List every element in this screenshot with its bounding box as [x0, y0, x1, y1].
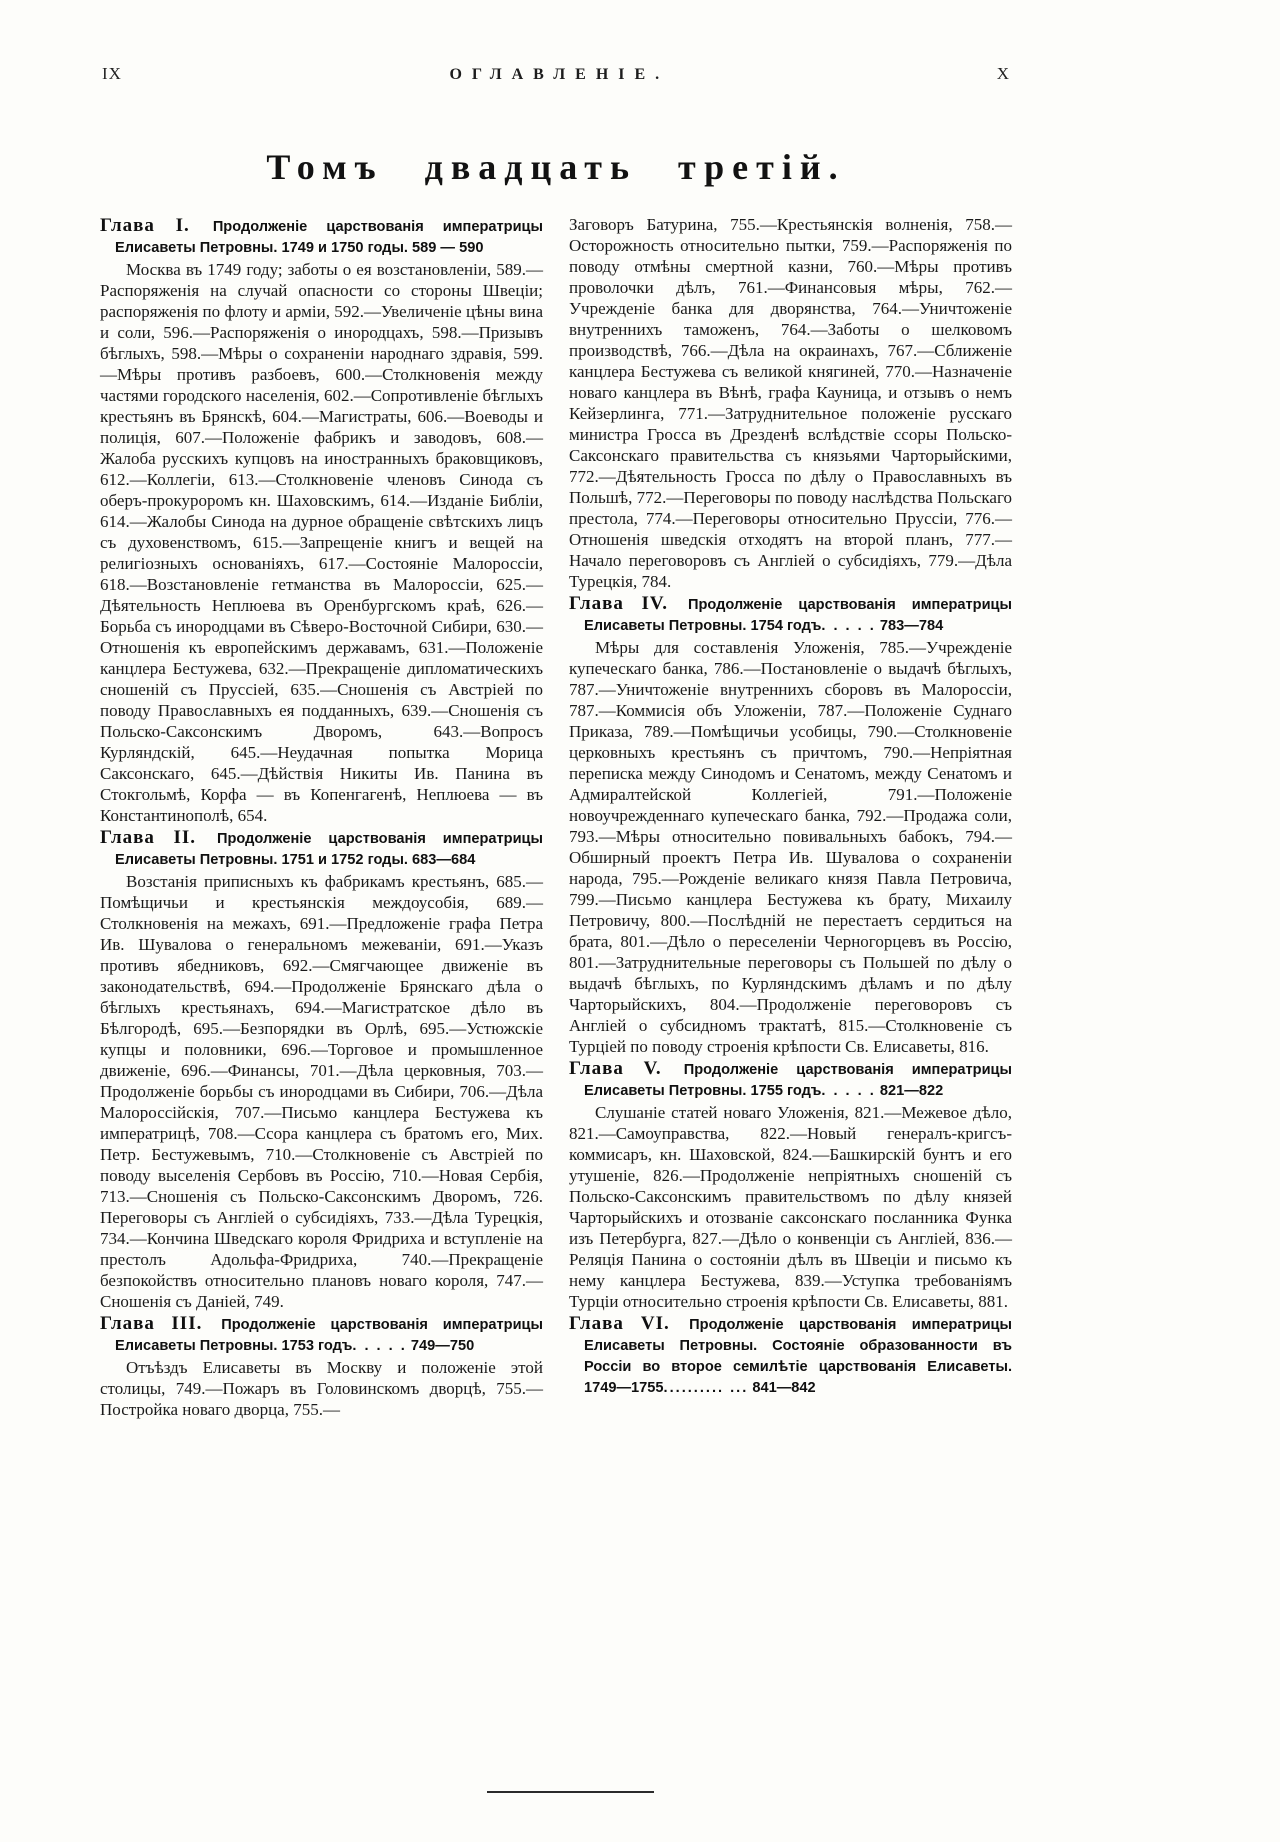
- chapter-6-title: Продолженіе царствованія императрицы Елисаветы Петровны. Состояніе образованности въ Россіи во второе семилѣтіе царствованія Елисаветы. 1749—1755: [584, 1317, 1012, 1396]
- chapter-4-pages: 783—784: [879, 618, 944, 634]
- chapter-1-title: Продолженіе царствованія императрицы Елисаветы Петровны. 1749 и 1750 годы.: [115, 219, 543, 256]
- right-column: [569, 214, 1012, 1420]
- chapter-5-label: Глава V.: [569, 1058, 662, 1079]
- chapter-6-heading: [569, 1313, 1012, 1399]
- chapter-5-dot-leader: . . . . .: [821, 1083, 876, 1099]
- chapter-3-dot-leader: . . . . .: [352, 1338, 407, 1354]
- chapter-5-summary: Слушаніе статей новаго Уложенія, 821.—Межевое дѣло, 821.—Самоуправства, 822.—Новый генералъ-кригсъ-коммисаръ, кн. Шаховской, 824.—Башкирскій бунтъ и его утушеніе, 826.—Продолженіе непріятныхъ сношеній съ Польско-Саксонскимъ правительствомъ по дѣлу князей Чарторыйскихъ и отозваніе саксонскаго посланника Функа изъ Петербурга, 827.—Дѣло о конвенціи съ Англіей, 836.—Реляція Панина о состояніи дѣлъ въ Швеціи и письмо къ нему канцлера Бестужева, 839.—Уступка требованіямъ Турціи относительно строенія крѣпости Св. Елисаветы, 881.: [569, 1103, 1012, 1311]
- chapter-5-heading: [569, 1058, 1012, 1102]
- toc-columns: [100, 214, 1012, 1420]
- volume-title: Томъ двадцать третій.: [266, 147, 846, 187]
- chapter-6-dot-leader: .......... ...: [663, 1380, 749, 1396]
- left-folio: IX: [102, 64, 122, 83]
- chapter-4-dot-leader: . . . . .: [821, 618, 876, 634]
- chapter-3-summary-start: Отъѣздъ Елисаветы въ Москву и положеніе этой столицы, 749.—Пожаръ въ Головинскомъ дворцѣ, 755.—Постройка новаго дворца, 755.—: [100, 1358, 543, 1419]
- chapter-3-pages: 749—750: [410, 1338, 475, 1354]
- chapter-1-pages: 589 — 590: [412, 240, 484, 256]
- chapter-3-label: Глава III.: [100, 1313, 203, 1334]
- chapter-6-label: Глава VI.: [569, 1313, 670, 1334]
- chapter-5-pages: 821—822: [879, 1083, 944, 1099]
- footnote-separator-rule: [487, 1791, 654, 1793]
- chapter-2-label: Глава II.: [100, 827, 197, 848]
- right-folio: X: [996, 64, 1010, 83]
- chapter-5-title: Продолженіе царствованія императрицы Елисаветы Петровны. 1755 годъ: [584, 1062, 1012, 1099]
- page-header: [102, 64, 1010, 84]
- chapter-4-summary: Мѣры для составленія Уложенія, 785.—Учрежденіе купеческаго банка, 786.—Постановленіе о выдачѣ бѣглыхъ, 787.—Уничтоженіе внутреннихъ сборовъ въ Малороссіи, 787.—Коммисія объ Уложеніи, 787.—Положеніе Суднаго Приказа, 789.—Помѣщичьи усобицы, 790.—Столкновеніе церковныхъ крестьянъ съ причтомъ, 790.—Непріятная переписка между Синодомъ и Сенатомъ, между Сенатомъ и Адмиралтейской Коллегіей, 791.—Положеніе новоучрежденнаго купеческаго банка, 792.—Продажа соли, 793.—Мѣры относительно повивальныхъ бабокъ, 794.—Обширный проектъ Петра Ив. Шувалова о сохраненіи народа, 795.—Рожденіе великаго князя Павла Петровича, 799.—Письмо канцлера Бестужева къ брату, Михаилу Петровичу, 800.—Послѣдній не перестаетъ сердиться на брата, 801.—Дѣло о переселеніи Черногорцевъ въ Россію, 801.—Затруднительные переговоры съ Польшей по дѣлу о выдачѣ бѣглыхъ, по Курляндскимъ дѣламъ и по дѣлу Чарторыйскихъ, 804.—Продолженіе переговоровъ съ Англіей о субсидномъ трактатѣ, 815.—Столкновеніе съ Турціей по поводу строенія крѣпости Св. Елисаветы, 816.: [569, 638, 1012, 1056]
- chapter-3-heading: [100, 1313, 543, 1357]
- chapter-1-summary: Москва въ 1749 году; заботы о ея возстановленіи, 589.—Распоряженія на случай опасности со стороны Швеціи; распоряженія по флоту и арміи, 592.—Увеличеніе цѣны вина и соли, 596.—Распоряженія о инородцахъ, 598.—Призывъ бѣглыхъ, 598.—Мѣры о сохраненіи народнаго здравія, 599.—Мѣры противъ разбоевъ, 600.—Столкновенія между частями городского населенія, 602.—Сопротивленіе бѣглыхъ крестьянъ въ Брянскѣ, 604.—Магистраты, 606.—Воеводы и полиція, 607.—Положеніе фабрикъ и заводовъ, 608.—Жалоба русскихъ купцовъ на иностранныхъ браковщиковъ, 612.—Коллегіи, 613.—Столкновеніе членовъ Синода съ оберъ-прокуроромъ кн. Шаховскимъ, 614.—Изданіе Библіи, 614.—Жалобы Синода на дурное обращеніе свѣтскихъ лицъ съ духовенствомъ, 615.—Запрещеніе книгъ и вещей на религіозныхъ основаніяхъ, 617.—Состояніе Малороссіи, 618.—Возстановленіе гетманства въ Малороссіи, 625.—Дѣятельность Неплюева въ Оренбургскомъ краѣ, 626.—Борьба съ инородцами въ Сѣверо-Восточной Сибири, 630.—Отношенія къ европейскимъ державамъ, 631.—Положеніе канцлера Бестужева, 632.—Прекращеніе дипломатическихъ сношеній съ Пруссіей, 635.—Сношенія съ Австріей по поводу Православныхъ ея подданныхъ, 639.—Сношенія съ Польско-Саксонскимъ Дворомъ, 643.—Вопросъ Курляндскій, 645.—Неудачная попытка Морица Саксонскаго, 645.—Дѣйствія Никиты Ив. Панина въ Стокгольмѣ, Корфа — въ Копенгагенѣ, Неплюева — въ Константинополѣ, 654.: [100, 260, 543, 825]
- chapter-6-pages: 841—842: [752, 1380, 816, 1396]
- chapter-2-heading: [100, 827, 543, 871]
- chapter-1-label: Глава I.: [100, 215, 190, 236]
- chapter-2-summary: Возстанія приписныхъ къ фабрикамъ крестьянъ, 685.—Помѣщичьи и крестьянскія междоусобія, 689.—Столкновенія на межахъ, 691.—Предложеніе графа Петра Ив. Шувалова о генеральномъ межеваніи, 691.—Указъ противъ ябедниковъ, 692.—Смягчающее движеніе въ законодательствѣ, 694.—Продолженіе Брянскаго дѣла о бѣглыхъ крестьянахъ, 694.—Магистратское дѣло въ Бѣлгородѣ, 695.—Безпорядки въ Орлѣ, 695.—Устюжскіе купцы и половники, 696.—Торговое и промышленное движеніе, 696.—Финансы, 701.—Дѣла церковныя, 703.—Продолженіе борьбы съ инородцами въ Сибири, 706.—Дѣла Малороссійскія, 707.—Письмо канцлера Бестужева къ императрицѣ, 708.—Ссора канцлера съ братомъ его, Мих. Петр. Бестужевымъ, 710.—Столкновеніе съ Австріей по поводу выселенія Сербовъ въ Россію, 710.—Новая Сербія, 713.—Сношенія съ Польско-Саксонскимъ Дворомъ, 726. Переговоры съ Англіей о субсидіяхъ, 733.—Дѣла Турецкія, 734.—Кончина Шведскаго короля Фридриха и вступленіе на престолъ Адольфа-Фридриха, 740.—Прекращеніе безпокойствъ относительно плановъ новаго короля, 747.—Сношенія съ Даніей, 749.: [100, 872, 543, 1311]
- chapter-3-title: Продолженіе царствованія императрицы Елисаветы Петровны. 1753 годъ: [115, 1317, 543, 1354]
- chapter-4-title: Продолженіе царствованія императрицы Елисаветы Петровны. 1754 годъ: [584, 597, 1012, 634]
- chapter-2-pages: 683—684: [412, 852, 476, 868]
- chapter-2-title: Продолженіе царствованія императрицы Елисаветы Петровны. 1751 и 1752 годы.: [115, 831, 543, 868]
- running-title: ОГЛАВЛЕНІЕ.: [449, 66, 670, 83]
- chapter-4-label: Глава IV.: [569, 593, 668, 614]
- left-column: [100, 214, 543, 1420]
- chapter-1-heading: [100, 215, 543, 259]
- chapter-3-summary-continued: Заговоръ Батурина, 755.—Крестьянскія волненія, 758.—Осторожность относительно пытки, 759.—Распоряженія по поводу отмѣны смертной казни, 760.—Мѣры противъ проволочки дѣлъ, 761.—Финансовыя мѣры, 762.—Учрежденіе банка для дворянства, 764.—Уничтоженіе внутреннихъ таможенъ, 764.—Заботы о шелковомъ производствѣ, 766.—Дѣла на окраинахъ, 767.—Сближеніе канцлера Бестужева съ великой княгиней, 770.—Назначеніе новаго канцлера въ Вѣнѣ, графа Кауница, и отзывъ о немъ Кейзерлинга, 771.—Затруднительное положеніе русскаго министра Гросса въ Дрезденѣ вслѣдствіе ссоры Польско-Саксонскаго правительства съ князьями Чарторыйскими, 772.—Дѣятельность Гросса по дѣлу о Православныхъ въ Польшѣ, 772.—Переговоры по поводу наслѣдства Польскаго престола, 774.—Переговоры относительно Пруссіи, 776.—Отношенія шведскія отходятъ на второй планъ, 777.—Начало переговоровъ съ Англіей о субсидіяхъ, 779.—Дѣла Турецкія, 784.: [569, 215, 1012, 591]
- chapter-4-heading: [569, 593, 1012, 637]
